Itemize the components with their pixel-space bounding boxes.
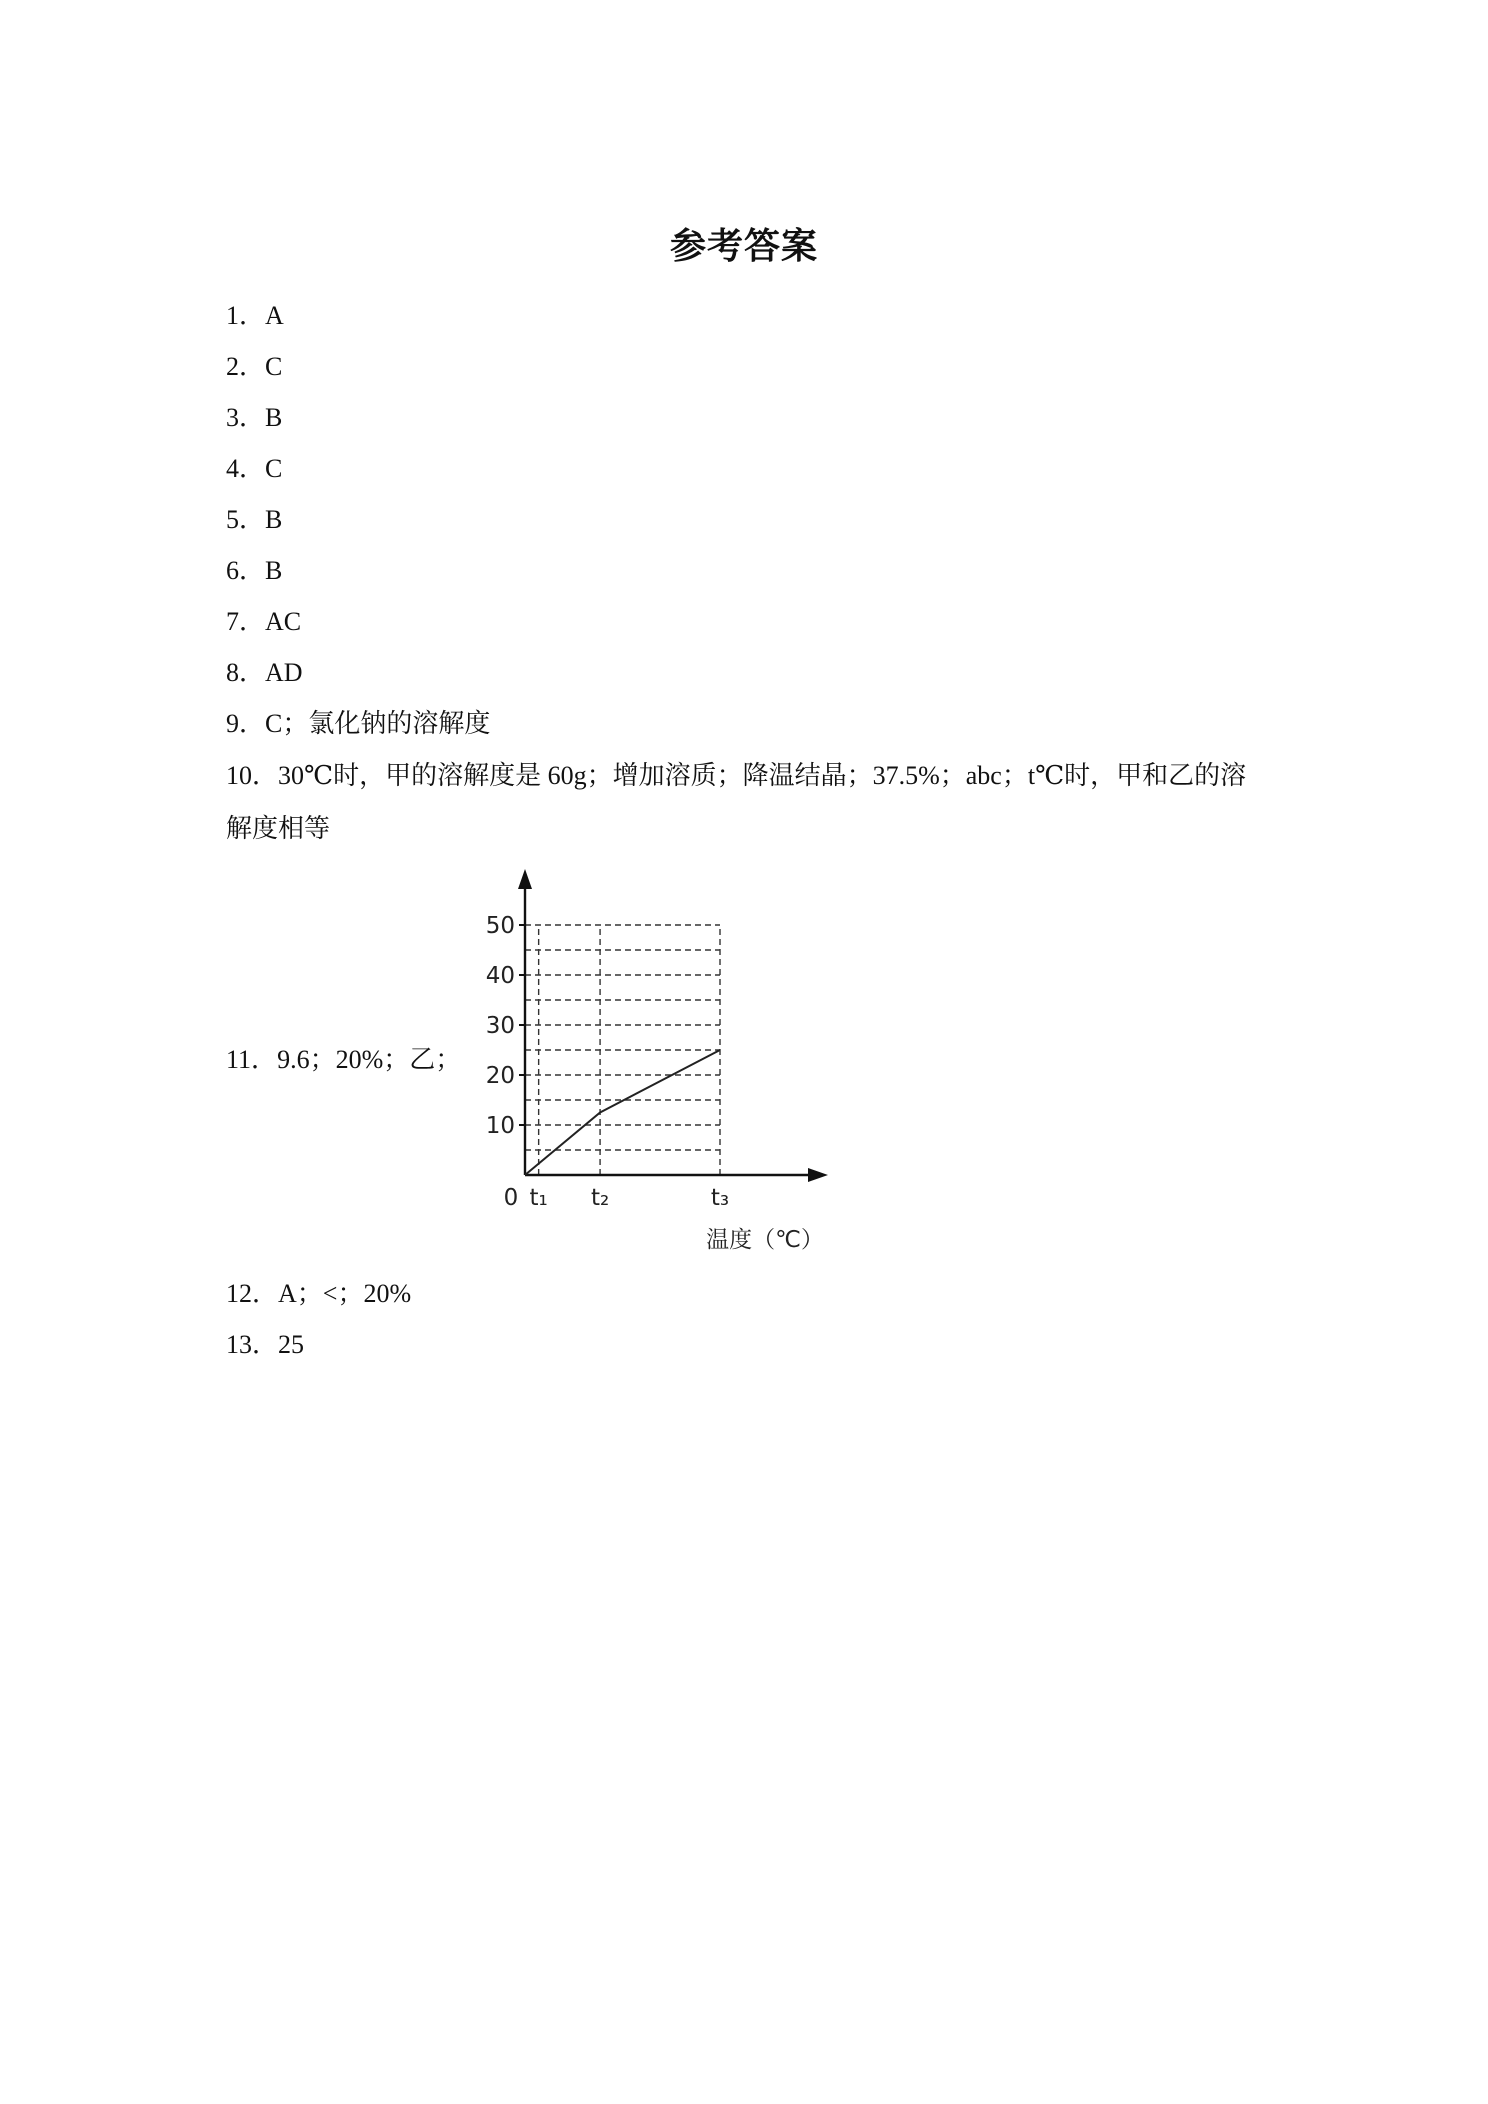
answer-item-8 — [226, 647, 1266, 698]
answer-item-11 — [226, 1040, 461, 1080]
y-tick-label: 40 — [485, 963, 515, 989]
x-axis-arrow — [808, 1168, 828, 1182]
answer-separator: ． — [252, 1330, 279, 1359]
answer-number: 13 — [226, 1330, 252, 1359]
y-tick-label: 20 — [485, 1063, 515, 1089]
answer-separator: ． — [239, 301, 266, 330]
answer-text: 25 — [278, 1330, 305, 1359]
solubility-chart — [470, 855, 870, 1255]
y-tick-label: 30 — [485, 1013, 515, 1039]
answer-item-5 — [226, 494, 1266, 545]
answer-text: C — [265, 454, 283, 483]
answer-text: AD — [265, 658, 303, 687]
answer-number: 7 — [226, 607, 239, 636]
answer-text: 30℃时，甲的溶解度是 60g；增加溶质；降温结晶；37.5%；abc；t℃时，甲和乙的溶解度相等 — [226, 761, 1247, 843]
answer-separator: ． — [239, 352, 266, 381]
answer-item-6 — [226, 545, 1266, 596]
answer-item-9 — [226, 698, 1266, 749]
answer-item-10 — [226, 749, 1266, 855]
answer-separator: ． — [239, 658, 266, 687]
answer-item-3 — [226, 392, 1266, 443]
x-axis-label: 温度（℃） — [706, 1227, 824, 1253]
answer-list — [226, 290, 1266, 855]
answer-number: 12 — [226, 1279, 252, 1308]
answer-number: 2 — [226, 352, 239, 381]
answer-separator: ． — [239, 556, 266, 585]
answer-text: A；<；20% — [278, 1279, 412, 1308]
chart-grid — [525, 925, 720, 1175]
answer-item-2 — [226, 341, 1266, 392]
chart-axes — [518, 869, 828, 1182]
x-tick-label: t₂ — [590, 1185, 610, 1211]
answer-text: C；氯化钠的溶解度 — [265, 709, 491, 738]
y-tick-label: 50 — [485, 913, 515, 939]
x-tick-label: 0 — [503, 1185, 519, 1211]
answer-separator: ． — [251, 1045, 278, 1074]
answer-item-4 — [226, 443, 1266, 494]
answer-item-13 — [226, 1319, 304, 1370]
answer-separator: ． — [239, 505, 266, 534]
y-tick-label: 10 — [485, 1113, 515, 1139]
answer-text: B — [265, 556, 283, 585]
answer-separator: ． — [239, 709, 266, 738]
series-line — [525, 1050, 720, 1175]
answer-number: 1 — [226, 301, 239, 330]
answer-number: 5 — [226, 505, 239, 534]
y-axis-arrow — [518, 869, 532, 889]
answer-item-7 — [226, 596, 1266, 647]
answer-separator: ． — [239, 403, 266, 432]
answer-text: A — [265, 301, 284, 330]
answer-text: C — [265, 352, 283, 381]
answer-number: 4 — [226, 454, 239, 483]
answer-number: 8 — [226, 658, 239, 687]
page-title: 参考答案 — [669, 226, 818, 267]
answer-text: 9.6；20%；乙； — [277, 1045, 462, 1074]
answer-separator: ． — [252, 1279, 279, 1308]
x-tick-label: t₁ — [529, 1185, 548, 1211]
answer-number: 9 — [226, 709, 239, 738]
answer-item-1 — [226, 290, 1266, 341]
answer-number: 11 — [226, 1045, 252, 1074]
x-tick-label: t₃ — [710, 1185, 730, 1211]
answer-separator: ． — [239, 607, 266, 636]
answer-number: 10 — [226, 761, 252, 790]
answer-text: B — [265, 505, 283, 534]
answer-item-12 — [226, 1268, 411, 1319]
answer-number: 6 — [226, 556, 239, 585]
answer-separator: ． — [252, 761, 279, 790]
answer-separator: ． — [239, 454, 266, 483]
answer-text: AC — [265, 607, 302, 636]
answer-text: B — [265, 403, 283, 432]
chart-series — [525, 1050, 720, 1175]
answer-number: 3 — [226, 403, 239, 432]
